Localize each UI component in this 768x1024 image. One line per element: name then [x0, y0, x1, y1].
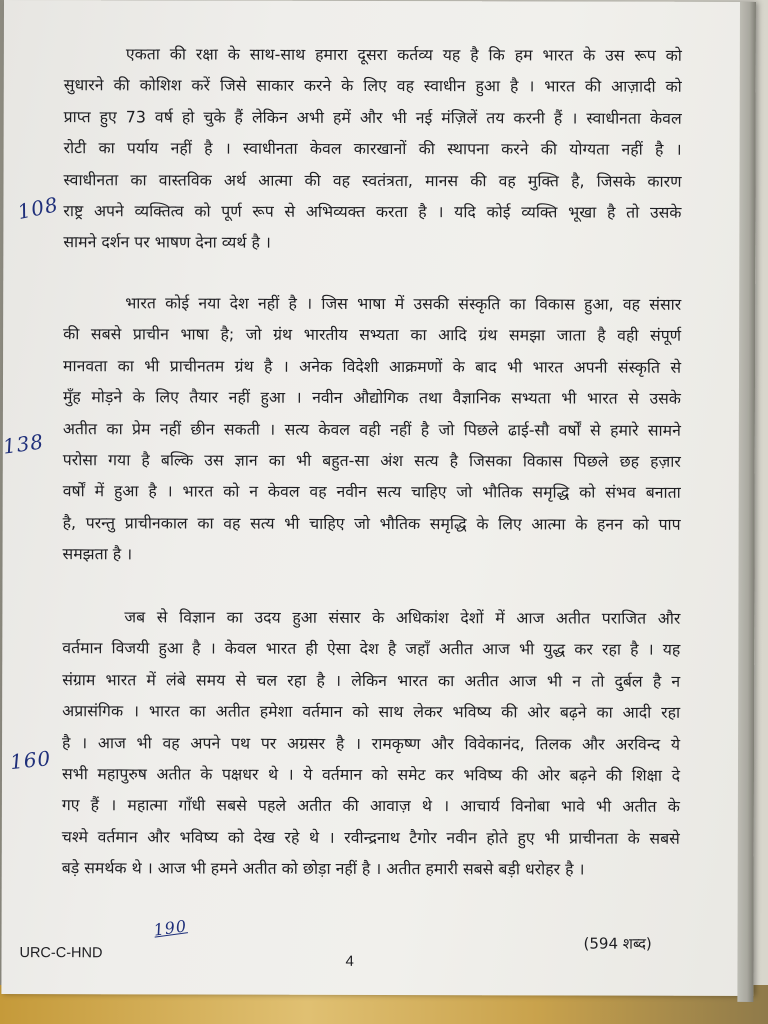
- text-line: राष्ट्र अपने व्यक्तित्व को पूर्ण रूप से अभिव्यक्त करता है । यदि कोई व्यक्ति भूखा है तो उसके: [63, 201, 682, 222]
- text-line: मुँह मोड़ने के लिए तैयार नहीं हुआ । नवीन औद्योगिक तथा वैज्ञानिक सभ्यता भी भारत से उसके: [62, 387, 681, 408]
- text-line: बड़े समर्थक थे । आज भी हमने अतीत को छोड़ा नहीं है । अतीत हमारी सबसे बड़ी धरोहर है ।: [61, 858, 585, 879]
- paragraph-2: [63, 287, 682, 571]
- text-line: सभी महापुरुष अतीत के पक्षधर थे । ये वर्तमान को समेट कर भविष्य की ओर बढ़ने की शिक्षा दे: [61, 764, 680, 785]
- margin-note-160: 160: [8, 746, 53, 775]
- text-line: प्राप्त हुए 73 वर्ष हो चुके हैं लेकिन अभी हमें और भी नई मंज़िलें तय करनी हैं । स्वाधीनता केवल: [63, 106, 682, 128]
- text-line: चश्मे वर्तमान और भविष्य को देख रहे थे । रवीन्द्रनाथ टैगोर नवीन होते हुए भी प्राचीनता के सबसे: [61, 826, 680, 848]
- text-line: सामने दर्शन पर भाषण देना व्यर्थ है ।: [63, 232, 271, 253]
- text-line: संग्राम भारत में लंबे समय से चल रहा है । लेकिन भारत का अतीत आज भी न तो दुर्बल है न: [62, 669, 681, 691]
- margin-note-108: 108: [15, 192, 61, 225]
- document-page: [1, 0, 756, 996]
- text-line: भारत कोई नया देश नहीं है । जिस भाषा में उसकी संस्कृति का विकास हुआ, वह संसार: [125, 293, 682, 314]
- text-line: वर्तमान विजयी हुआ है । केवल भारत ही ऐसा देश है जहाँ अतीत आज भी युद्ध कर रहा है । यह: [62, 638, 681, 660]
- text-line: गए हैं । महात्मा गाँधी सबसे पहले अतीत की आवाज़ थे । आचार्य विनोबा भावे भी अतीत के: [61, 795, 680, 817]
- word-count: (594 शब्द): [583, 934, 652, 953]
- text-line: मानवता का भी प्राचीनतम ग्रंथ है । अनेक विदेशी आक्रमणों के बाद भी भारत अपनी संस्कृति से: [63, 355, 682, 377]
- text-line: सुधारने की कोशिश करें जिसे साकार करने के लिए वह स्वाधीन हुआ है । भारत की आज़ादी को: [63, 75, 682, 97]
- text-line: वर्षों में हुआ है । भारत को न केवल वह नवीन सत्य चाहिए जो भौतिक समृद्धि को संभव बनाता: [62, 481, 681, 503]
- text-line: है, परन्तु प्राचीनकाल का वह सत्य भी चाहिए जो भौतिक समृद्धि के लिए आत्मा के हनन को पाप: [62, 512, 681, 534]
- text-line: स्वाधीनता का वास्तविक अर्थ आत्मा की वह स्वतंत्रता, मानस की वह मुक्ति है, जिसके कारण: [63, 169, 682, 191]
- text-line: परोसा गया है बल्कि उस ज्ञान का भी बहुत-सा अंश सत्य है जिसका विकास पिछले छह हज़ार: [62, 450, 681, 471]
- text-line: रोटी का पर्याय नहीं है । स्वाधीनता केवल कारखानों की स्थापना करने की योग्यता नहीं है ।: [63, 138, 682, 159]
- text-line: अप्रासंगिक । भारत का अतीत हमेशा वर्तमान को साथ लेकर भविष्य की ओर बढ़ने का आदी रहा: [62, 701, 681, 722]
- paragraph-1: [63, 38, 682, 259]
- text-line: अतीत का प्रेम नहीं छीन सकती । सत्य केवल वही नहीं है जो पिछले ढाई-सौ वर्षों से हमारे सामने: [62, 418, 681, 440]
- text-line: एकता की रक्षा के साथ-साथ हमारा दूसरा कर्तव्य यह है कि हम भारत के उस रूप को: [125, 44, 682, 65]
- paragraph-3: [62, 601, 681, 885]
- document-code: URC-C-HND: [19, 945, 103, 962]
- text-line: है । आज भी वह अपने पथ पर अग्रसर है । रामकृष्ण और विवेकानंद, तिलक और अरविन्द ये: [62, 732, 681, 754]
- text-line: जब से विज्ञान का उदय हुआ संसार के अधिकांश देशों में आज अतीत पराजित और: [124, 607, 681, 628]
- margin-note-190: 190: [152, 916, 189, 940]
- page-edge-shadow: [737, 2, 756, 1002]
- text-line: समझता है ।: [62, 544, 133, 564]
- margin-note-138: 138: [1, 429, 46, 459]
- page-number: 4: [345, 952, 354, 970]
- text-line: की सबसे प्राचीन भाषा है; जो ग्रंथ भारतीय सभ्यता का आदि ग्रंथ समझा जाता है वही संपूर्ण: [63, 324, 682, 346]
